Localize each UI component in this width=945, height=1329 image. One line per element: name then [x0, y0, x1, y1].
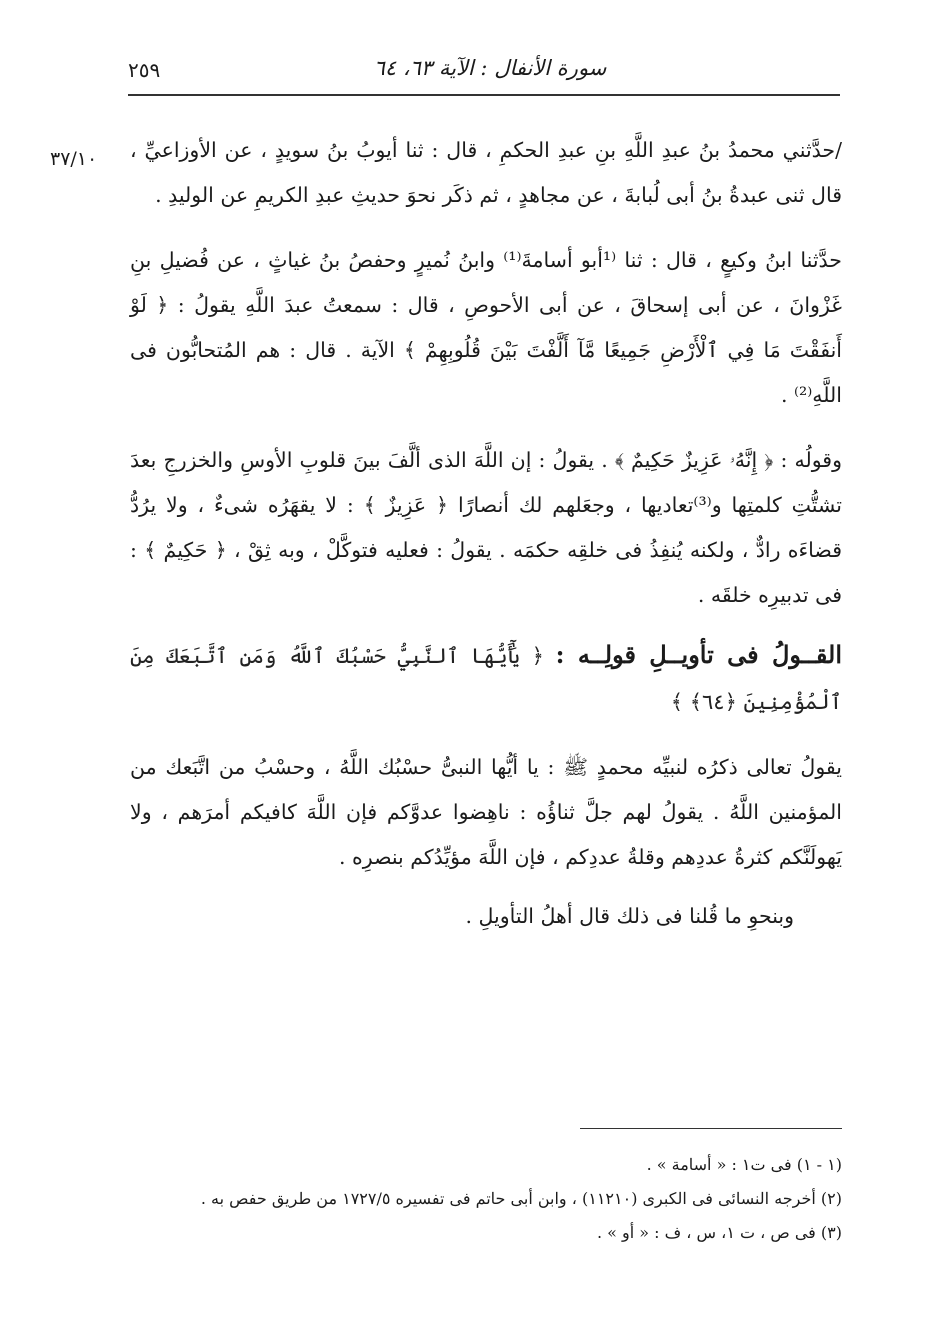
- footnote-2: (٢) أخرجه النسائى فى الكبرى (١١٢١٠) ، وابن أبى حاتم فى تفسيره ١٧٢٧/٥ من طريق حفص به .: [200, 1189, 842, 1208]
- section-heading-lead: القــولُ فى تأويــلِ قولِــه :: [555, 640, 842, 669]
- header-rule: [128, 94, 840, 96]
- footnotes: [130, 1148, 842, 1250]
- section-heading: [130, 632, 842, 725]
- paragraph-closing: وبنحوِ ما قُلنا فى ذلك قال أهلُ التأويلِ .: [465, 904, 794, 928]
- paragraph-hadith-1: /حدَّثني محمدُ بنُ عبدِ اللَّهِ بنِ عبدِ الحكمِ ، قال : ثنا أيوبُ بنُ سويدٍ ، عن الأوزاعيِّ ، قال ثنى عبدةُ بنُ أبى لُبابةَ ، عن مجاهدٍ ، ثم ذكَر نحوَ حديثِ عبدِ الكريمِ عن الوليدِ .: [130, 138, 842, 207]
- main-text: [130, 128, 842, 959]
- page-number: ٢٥٩: [128, 58, 161, 82]
- footnote-1: (١ - ١) فى ت١ : « أسامة » .: [646, 1155, 842, 1174]
- paragraph-commentary: وقولُه : ﴿ إِنَّهُۥ عَزِيزٌ حَكِيمٌ ﴾ . يقولُ : إن اللَّهَ الذى ألَّفَ بينَ قلوبِ الأوسِ والخزرجِ بعدَ تشتُّتِ كلمتِها و⁽³⁾تعاديها ، وجعَلهم لك أنصارًا ﴿ عَزِيزٌ ﴾ : لا يقهَرُه شىءٌ ، ولا يرُدُّ قضاءَه رادٌّ ، ولكنه يُنفِذُ فى خلقِه حكمَه . يقولُ : فعليه فتوكَّلْ ، وبه ثِقْ ، ﴿ حَكِيمٌ ﴾ : فى تدبيرِه خلقَه .: [130, 448, 842, 607]
- section-heading-verse: ﴿ يَٰٓأَيُّهَا ٱلنَّبِيُّ حَسْبُكَ ٱللَّهُ وَمَنِ ٱتَّبَعَكَ مِنَ ٱلْمُؤْمِنِينَ ﴿٦٤﴾ ﴾: [130, 644, 842, 714]
- running-title: سورة الأنفال : الآية ٦٣، ٦٤: [373, 56, 607, 80]
- paragraph-interpretation: يقولُ تعالى ذكرُه لنبيِّه محمدٍ ﷺ : يا أيُّها النبىُّ حسْبُك اللَّهُ ، وحسْبُ من اتَّبَعك من المؤمنين اللَّهُ . يقولُ لهم جلَّ ثناؤُه : ناهِضوا عدوَّكم فإن اللَّهَ كافيكم أمرَهم ، ولا يَهولَنَّكم كثرةُ عددِهم وقلةُ عددِكم ، فإن اللَّهَ مؤيِّدُكم بنصرِه .: [130, 755, 842, 869]
- margin-reference: ٣٧/١٠: [50, 148, 98, 170]
- footnote-rule: [580, 1128, 842, 1129]
- footnote-3: (٣) فى ص ، ت ١، س ، ف : « أو » .: [596, 1223, 842, 1242]
- paragraph-hadith-2: حدَّثنا ابنُ وكيعٍ ، قال : ثنا ⁽¹أبو أسامةَ⁽¹⁾ وابنُ نُميرٍ وحفصُ بنُ غياثٍ ، عن فُضيلِ بنِ غَزْوانَ ، عن أبى إسحاقَ ، عن أبى الأحوصِ ، قال : سمعتُ عبدَ اللَّهِ يقولُ : ﴿ لَوْ أَنفَقْتَ مَا فِي ٱلْأَرْضِ جَمِيعًا مَّآ أَلَّفْتَ بَيْنَ قُلُوبِهِمْ ﴾ الآية . قال : هم المُتحابُّون فى اللَّهِ⁽²⁾ .: [130, 248, 842, 407]
